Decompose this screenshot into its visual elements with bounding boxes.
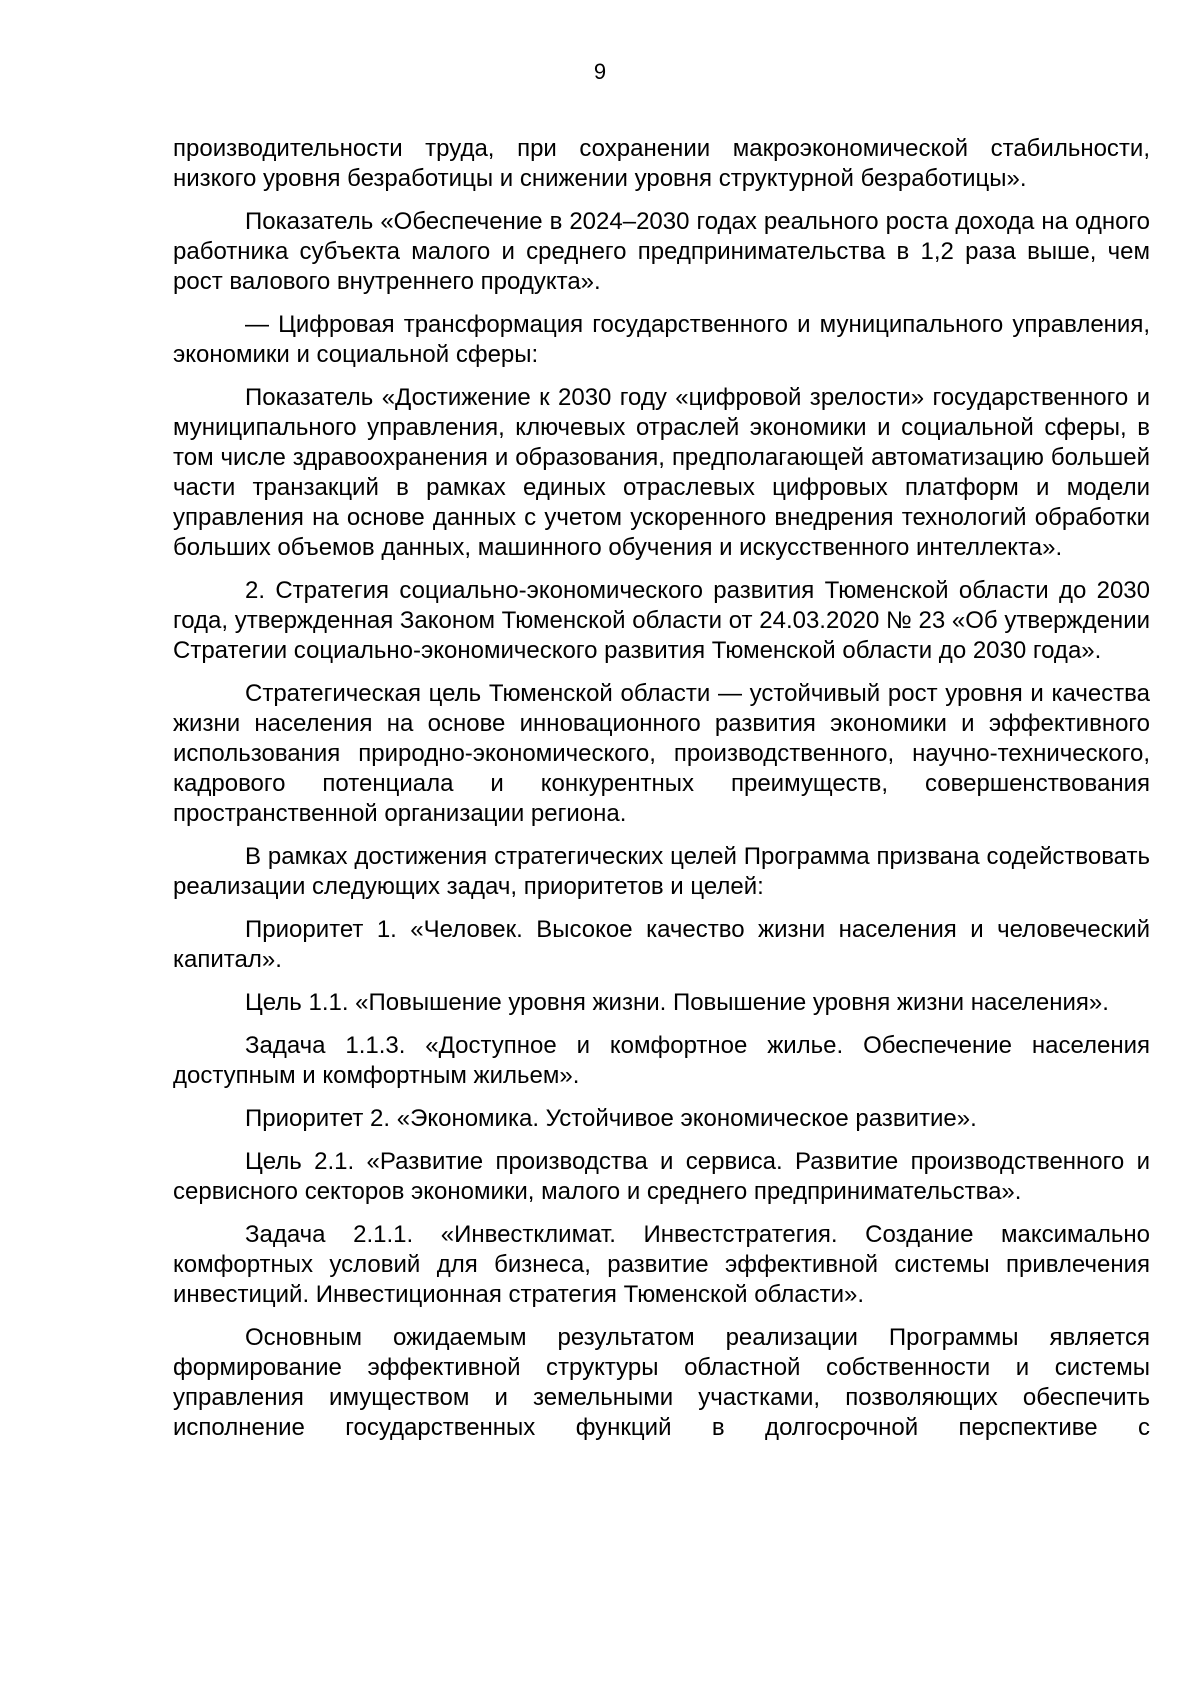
paragraph-indicator-digital-maturity: Показатель «Достижение к 2030 году «цифровой зрелости» государственного и муниципального управления, ключевых отраслей экономики и социальной сферы, в том числе здравоохранения и образования, предполагающей автоматизацию большей части транзакций в рамках единых отраслевых цифровых платформ и модели управления на основе данных с учетом ускоренного внедрения технологий обработки больших объемов данных, машинного обучения и искусственного интеллекта». [173,384,1150,561]
paragraph-strategy-tyumen: 2. Стратегия социально-экономического развития Тюменской области до 2030 года, утвержденная Законом Тюменской области от 24.03.2020 № 23 «Об утверждении Стратегии социально-экономического развития Тюменской области до 2030 года». [173,577,1150,664]
paragraph-task-1-1-3: Задача 1.1.3. «Доступное и комфортное жилье. Обеспечение населения доступным и комфортным жильем». [173,1032,1150,1089]
paragraph-strategic-goal: Стратегическая цель Тюменской области — устойчивый рост уровня и качества жизни населения на основе инновационного развития экономики и эффективного использования природно-экономического, производственного, научно-технического, кадрового потенциала и конкурентных преимуществ, совершенствования пространственной организации региона. [173,680,1150,827]
paragraph-goal-2-1: Цель 2.1. «Развитие производства и сервиса. Развитие производственного и сервисного секторов экономики, малого и среднего предпринимательства». [173,1148,1150,1205]
paragraph-goal-1-1: Цель 1.1. «Повышение уровня жизни. Повышение уровня жизни населения». [245,989,1109,1016]
paragraph-expected-result: Основным ожидаемым результатом реализации Программы является формирование эффективной структуры областной собственности и системы управления имуществом и земельными участками, позволяющих обеспечить исполнение государственных функций в долгосрочной перспективе с [173,1324,1150,1441]
paragraph-priority-2: Приоритет 2. «Экономика. Устойчивое экономическое развитие». [245,1105,977,1132]
paragraph-program-tasks: В рамках достижения стратегических целей Программа призвана содействовать реализации следующих задач, приоритетов и целей: [173,843,1150,900]
paragraph-continuation: производительности труда, при сохранении макроэкономической стабильности, низкого уровня безработицы и снижении уровня структурной безработицы». [173,135,1150,192]
paragraph-task-2-1-1: Задача 2.1.1. «Инвестклимат. Инвестстратегия. Создание максимально комфортных условий для бизнеса, развитие эффективной системы привлечения инвестиций. Инвестиционная стратегия Тюменской области». [173,1221,1150,1308]
paragraph-priority-1: Приоритет 1. «Человек. Высокое качество жизни населения и человеческий капитал». [173,916,1150,973]
paragraph-indicator-income: Показатель «Обеспечение в 2024–2030 годах реального роста дохода на одного работника субъекта малого и среднего предпринимательства в 1,2 раза выше, чем рост валового внутреннего продукта». [173,208,1150,295]
paragraph-digital-transformation: — Цифровая трансформация государственного и муниципального управления, экономики и социальной сферы: [173,311,1150,368]
page-number: 9 [593,59,607,84]
document-body [173,134,1150,1456]
